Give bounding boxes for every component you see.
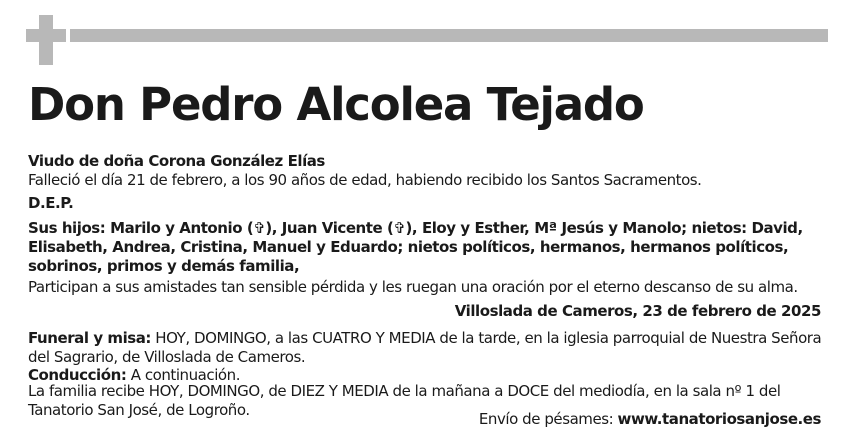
- deceased-name: Don Pedro Alcolea Tejado: [28, 78, 644, 131]
- request-text: Participan a sus amistades tan sensible pérdida y les ruegan una oración por el eterno descanso de su alma.: [28, 278, 798, 296]
- cross-icon: [26, 15, 66, 65]
- conduction-label: Conducción:: [28, 366, 127, 384]
- funeral-info: [28, 329, 828, 367]
- header-rule: [70, 29, 828, 42]
- conduction-text: A continuación.: [126, 366, 241, 384]
- visitation-info: La familia recibe HOY, DOMINGO, de DIEZ Y MEDIA de la mañana a DOCE del mediodía, en la sala nº 1 del Tanatorio San José, de Logroño.: [28, 382, 781, 419]
- condolences-line: [28, 410, 821, 429]
- place-date: Villoslada de Cameros, 23 de febrero de 2025: [454, 302, 821, 320]
- death-line: Falleció el día 21 de febrero, a los 90 años de edad, habiendo recibido los Santos Sacramentos.: [28, 171, 702, 189]
- family-list: Sus hijos: Marilo y Antonio (✞), Juan Vicente (✞), Eloy y Esther, Mª Jesús y Manolo; nietos: David, Elisabeth, Andrea, Cristina, Manuel y Eduardo; nietos políticos, hermanos, hermanos políticos, sobrinos, primos y demás familia,: [28, 219, 803, 275]
- funeral-text: HOY, DOMINGO, a las CUATRO Y MEDIA de la tarde, en la iglesia parroquial de Nuestra Señora del Sagrario, de Villoslada de Cameros.: [28, 329, 822, 366]
- condolences-link[interactable]: www.tanatoriosanjose.es: [617, 410, 821, 428]
- widow-line: Viudo de doña Corona González Elías: [28, 152, 325, 170]
- condolences-label: Envío de pésames:: [478, 410, 618, 428]
- funeral-label: Funeral y misa:: [28, 329, 151, 347]
- rip-text: D.E.P.: [28, 194, 74, 212]
